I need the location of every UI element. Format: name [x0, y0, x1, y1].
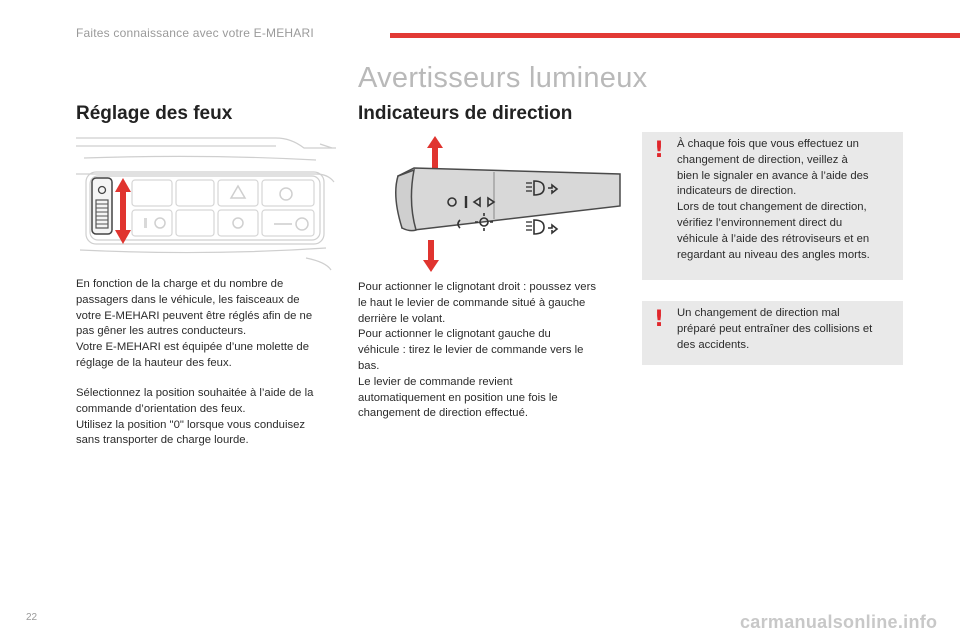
indicator-paragraph: Pour actionner le clignotant droit : poussez vers le haut le levier de commande situé à gauche derrière le volant. Pour actionner le clignotant gauche du véhicule : tirez le levier de commande vers le bas. Le levier de commande revient automatiquement en position une fois le changement de direction effectué. — [358, 281, 596, 420]
page-number: 22 — [26, 612, 38, 623]
section-heading-direction-indicators: Indicateurs de direction — [358, 103, 573, 124]
running-header: Faites connaissance avec votre E-MEHARI — [76, 26, 314, 40]
warning-icon: ! — [654, 307, 665, 332]
warning-box-signal-early — [642, 132, 903, 280]
indicator-stalk-illustration — [394, 136, 622, 276]
watermark: carmanualsonline.info — [740, 612, 938, 632]
section-heading-headlamp-adjust: Réglage des feux — [76, 103, 233, 124]
warning-text: À chaque fois que vous effectuez un changement de direction, veillez à bien le signaler en avance à l’aide des indicateurs de direction. Lors de tout changement de direction, vérifiez l’environnement direct du véhicule à l’aide des rétroviseurs et en regardant au niveau des angles morts. — [677, 138, 870, 261]
headlamp-paragraph-1: En fonction de la charge et du nombre de passagers dans le véhicule, les faisceaux de votre E-MEHARI peuvent être réglés afin de ne pas gêner les autres conducteurs. Votre E-MEHARI est équipée d’une molette de réglage de la hauteur des feux. — [76, 278, 313, 369]
page-title: Avertisseurs lumineux — [358, 62, 648, 94]
headlamp-paragraph-2: Sélectionnez la position souhaitée à l’aide de la commande d’orientation des feux. Utilisez la position "0" lorsque vous conduisez sans transporter de charge lourde. — [76, 387, 314, 447]
warning-text: Un changement de direction mal préparé peut entraîner des collisions et des accidents. — [677, 307, 873, 351]
warning-box-collision — [642, 301, 903, 365]
warning-icon: ! — [654, 138, 665, 163]
dashboard-switch-illustration — [76, 130, 336, 272]
header-accent-bar — [390, 33, 960, 38]
